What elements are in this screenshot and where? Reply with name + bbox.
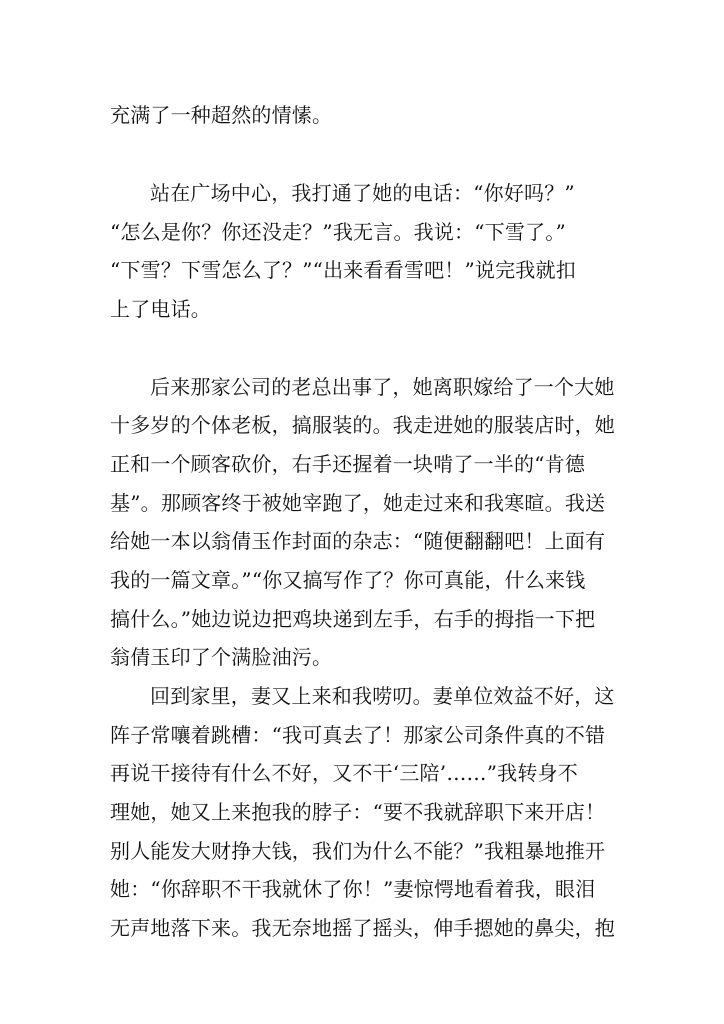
text-line: 我的一篇文章。”“你又搞写作了？你可真能，什么来钱: [110, 568, 586, 592]
text-line: 阵子常嚷着跳槽：“我可真去了！那家公司条件真的不错: [110, 723, 606, 747]
text-line: “下雪？下雪怎么了？”“出来看看雪吧！”说完我就扣: [110, 258, 576, 282]
text-line: 再说干接待有什么不好，又不干‘三陪’……”我转身不: [110, 761, 578, 785]
text-line: 上了电话。: [110, 297, 211, 321]
text-line: 站在广场中心，我打通了她的电话：“你好吗？”: [150, 181, 575, 205]
text-line: 十多岁的个体老板，搞服装的。我走进她的服装店时，她: [110, 413, 615, 437]
text-line: 理她，她又上来抱我的脖子：“要不我就辞职下来开店！: [110, 800, 606, 824]
text-line: 无声地落下来。我无奈地摇了摇头，伸手摁她的鼻尖，抱: [110, 916, 615, 940]
text-line: 基”。那顾客终于被她宰跑了，她走过来和我寒暄。我送: [110, 491, 606, 515]
text-line: 她：“你辞职不干我就休了你！”妻惊愕地看着我，眼泪: [110, 877, 596, 901]
text-line: 别人能发大财挣大钱，我们为什么不能？”我粗暴地推开: [110, 839, 606, 863]
text-line: 回到家里，妻又上来和我唠叨。妻单位效益不好，这: [150, 684, 615, 708]
text-line: 充满了一种超然的情愫。: [110, 103, 333, 127]
text-line: 翁倩玉印了个满脸油污。: [110, 645, 333, 669]
text-line: 给她一本以翁倩玉作封面的杂志：“随便翻翻吧！上面有: [110, 529, 606, 553]
text-line: 后来那家公司的老总出事了，她离职嫁给了一个大她: [150, 375, 615, 399]
text-line: “怎么是你？你还没走？”我无言。我说：“下雪了。”: [110, 220, 566, 244]
text-line: 正和一个顾客砍价，右手还握着一块啃了一半的“肯德: [110, 452, 586, 476]
text-line: 搞什么。”她边说边把鸡块递到左手，右手的拇指一下把: [110, 607, 596, 631]
